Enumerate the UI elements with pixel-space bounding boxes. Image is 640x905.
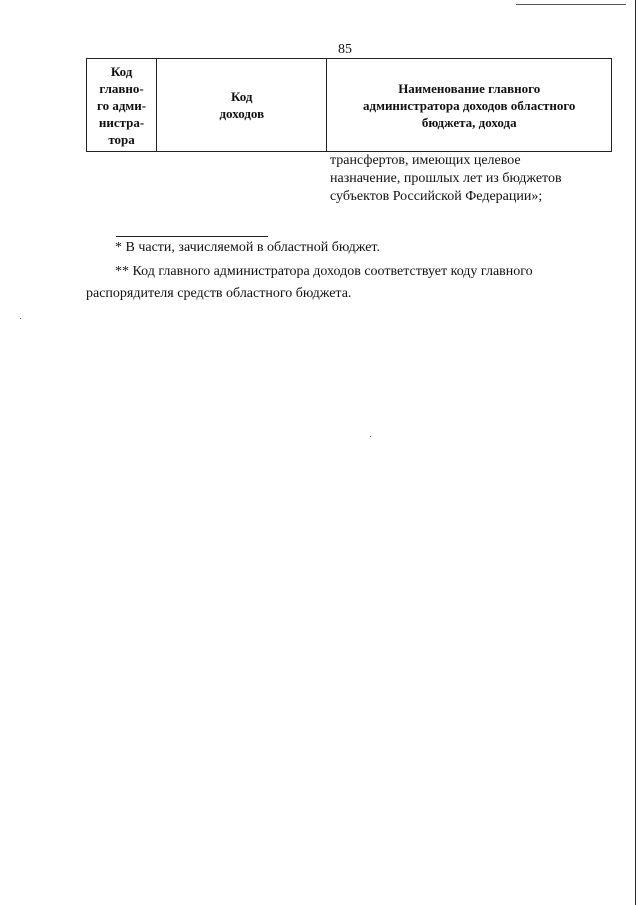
header-income-code: Код доходов: [157, 59, 327, 152]
header-admin-code: Код главно- го адми- нистра- тора: [87, 59, 157, 152]
header-table: [86, 58, 612, 152]
continuation-text: трансфертов, имеющих целевое назначение, прошлых лет из бюджетов субъектов Российской Федерации»;: [330, 153, 562, 204]
page-number: 85: [338, 42, 352, 57]
scan-speck: [370, 436, 371, 437]
scan-edge-top: [516, 4, 626, 5]
table-header-row: [87, 59, 612, 152]
footnote-1: * В части, зачисляемой в областной бюджет.: [115, 240, 381, 255]
scan-speck: [20, 318, 21, 319]
header-name: Наименование главного администратора доходов областного бюджета, дохода: [327, 59, 612, 152]
footnote-2: ** Код главного администратора доходов соответствует коду главного распорядителя средств областного бюджета.: [86, 264, 533, 301]
footnote-divider: [116, 236, 268, 237]
scan-edge: [635, 0, 636, 905]
